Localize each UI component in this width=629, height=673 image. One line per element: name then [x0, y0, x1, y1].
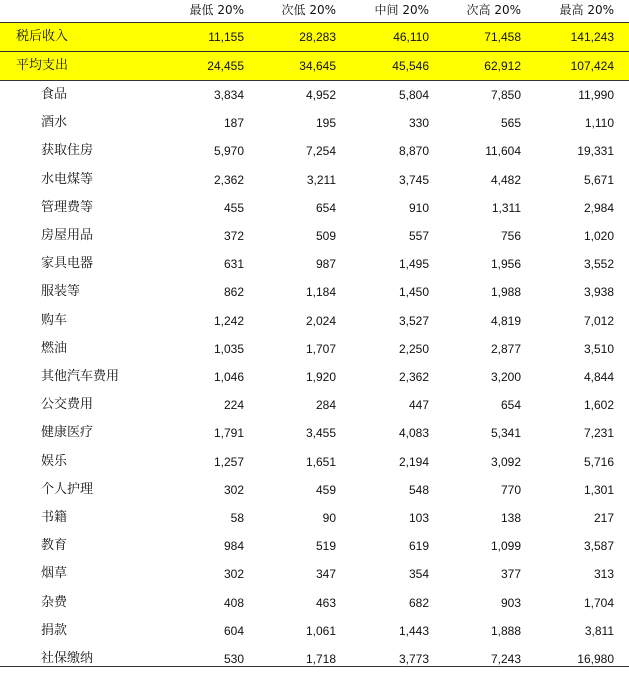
cell: 1,495	[398, 257, 429, 272]
table-bottom-rule	[0, 666, 629, 667]
cell: 1,450	[398, 285, 429, 300]
cell: 5,716	[583, 454, 614, 469]
table-row	[0, 335, 629, 363]
cell: 631	[223, 257, 244, 272]
table-row	[0, 109, 629, 137]
row-label: 捐款	[41, 622, 68, 638]
row-label: 获取住房	[41, 143, 94, 159]
cell: 3,811	[584, 623, 614, 638]
cell: 1,301	[583, 482, 614, 497]
cell: 354	[408, 567, 429, 582]
cell: 62,912	[484, 59, 521, 73]
cell: 330	[408, 116, 429, 131]
table-row	[0, 391, 629, 419]
table-row	[0, 532, 629, 560]
row-label: 家具电器	[41, 256, 94, 272]
cell: 1,257	[213, 454, 244, 469]
cell: 682	[408, 595, 429, 610]
table-row	[0, 194, 629, 222]
cell: 8,870	[398, 144, 429, 159]
highlight-row	[0, 52, 629, 80]
cell: 862	[223, 285, 244, 300]
row-label: 杂费	[41, 594, 68, 610]
cell: 530	[223, 652, 244, 666]
row-label: 个人护理	[41, 481, 94, 497]
cell: 1,602	[583, 398, 614, 413]
cell: 1,920	[305, 370, 336, 384]
header-cell: 中间 20%	[374, 3, 429, 17]
cell: 1,651	[305, 454, 336, 469]
cell: 2,362	[213, 172, 244, 187]
cell: 654	[315, 200, 336, 215]
row-label: 管理费等	[41, 199, 94, 215]
cell: 4,952	[305, 88, 336, 102]
cell: 7,850	[490, 88, 521, 102]
cell: 302	[223, 567, 244, 582]
cell: 217	[593, 511, 614, 525]
cell: 24,455	[207, 59, 244, 73]
cell: 187	[223, 116, 244, 131]
cell: 1,184	[305, 285, 336, 300]
cell: 11,604	[485, 144, 521, 159]
cell: 34,645	[299, 59, 336, 73]
cell: 1,988	[490, 285, 521, 300]
cell: 1,443	[398, 623, 429, 638]
table-row	[0, 504, 629, 532]
row-label: 酒水	[41, 115, 68, 131]
row-label: 社保缴纳	[41, 651, 94, 666]
row-label: 食品	[41, 87, 68, 102]
table-row	[0, 81, 629, 109]
cell: 519	[315, 539, 336, 554]
cell: 619	[408, 539, 429, 554]
cell: 1,707	[305, 341, 336, 356]
table-row	[0, 278, 629, 306]
row-label: 书籍	[41, 510, 68, 525]
cell: 90	[322, 511, 336, 525]
cell: 1,311	[491, 200, 521, 215]
cell: 1,099	[490, 539, 521, 554]
table-row	[0, 448, 629, 476]
cell: 984	[223, 539, 244, 554]
cell: 3,510	[583, 341, 614, 356]
header-cell: 次高 20%	[466, 3, 521, 17]
cell: 107,424	[570, 59, 614, 73]
cell: 459	[315, 482, 336, 497]
header-cell: 最高 20%	[559, 3, 614, 17]
cell: 903	[500, 595, 521, 610]
cell: 3,587	[583, 539, 614, 554]
header-cell: 最低 20%	[189, 3, 244, 17]
cell: 3,092	[490, 454, 521, 469]
cell: 7,231	[583, 426, 614, 441]
cell: 11,990	[578, 88, 614, 102]
cell: 408	[223, 595, 244, 610]
row-label: 公交费用	[41, 397, 94, 413]
cell: 28,283	[299, 30, 336, 44]
row-label: 健康医疗	[41, 425, 94, 441]
cell: 987	[315, 257, 336, 272]
cell: 2,877	[490, 341, 521, 356]
cell: 557	[408, 229, 429, 243]
cell: 4,083	[398, 426, 429, 441]
cell: 1,035	[213, 341, 244, 356]
table-row	[0, 166, 629, 194]
cell: 1,888	[490, 623, 521, 638]
cell: 1,046	[213, 370, 244, 384]
table-row	[0, 222, 629, 250]
cell: 4,482	[490, 172, 521, 187]
row-label: 教育	[41, 538, 68, 554]
cell: 46,110	[393, 30, 429, 44]
table-row	[0, 250, 629, 278]
table-row	[0, 476, 629, 504]
cell: 2,984	[583, 200, 614, 215]
cell: 16,980	[577, 652, 614, 666]
cell: 7,012	[583, 313, 614, 328]
row-label: 税后收入	[16, 29, 69, 44]
row-label: 平均支出	[16, 58, 69, 73]
cell: 1,704	[583, 595, 614, 610]
cell: 1,242	[213, 313, 244, 328]
row-label: 房屋用品	[41, 228, 94, 243]
cell: 5,970	[213, 144, 244, 159]
cell: 2,362	[398, 370, 429, 384]
cell: 19,331	[577, 144, 614, 159]
cell: 770	[500, 482, 521, 497]
table-row	[0, 307, 629, 335]
cell: 447	[408, 398, 429, 413]
cell: 455	[223, 200, 244, 215]
cell: 4,819	[490, 313, 521, 328]
header-row	[0, 0, 629, 20]
cell: 3,834	[213, 88, 244, 102]
cell: 910	[408, 200, 429, 215]
cell: 347	[315, 567, 336, 582]
row-label: 水电煤等	[41, 171, 94, 187]
row-label: 燃油	[41, 340, 68, 356]
cell: 5,341	[490, 426, 521, 441]
cell: 604	[223, 623, 244, 638]
cell: 7,254	[305, 144, 336, 159]
cell: 195	[315, 116, 336, 131]
table-row	[0, 560, 629, 588]
cell: 2,024	[305, 313, 336, 328]
cell: 372	[223, 229, 244, 243]
cell: 1,718	[305, 652, 336, 666]
cell: 377	[500, 567, 521, 582]
table-row	[0, 645, 629, 673]
cell: 7,243	[490, 652, 521, 666]
cell: 654	[500, 398, 521, 413]
cell: 3,773	[398, 652, 429, 666]
table-row	[0, 137, 629, 165]
cell: 2,250	[398, 341, 429, 356]
cell: 4,844	[583, 370, 614, 384]
cell: 1,956	[490, 257, 521, 272]
row-label: 娱乐	[41, 453, 68, 469]
cell: 5,671	[583, 172, 614, 187]
cell: 141,243	[570, 30, 614, 44]
cell: 2,194	[398, 454, 429, 469]
table-row	[0, 419, 629, 447]
cell: 509	[315, 229, 336, 243]
cell: 5,804	[398, 88, 429, 102]
cell: 1,020	[583, 229, 614, 243]
cell: 3,552	[583, 257, 614, 272]
cell: 224	[223, 398, 244, 413]
cell: 463	[315, 595, 336, 610]
cell: 45,546	[392, 59, 429, 73]
cell: 3,455	[305, 426, 336, 441]
cell: 3,211	[306, 172, 336, 187]
row-label: 烟草	[41, 566, 68, 582]
cell: 11,155	[208, 30, 244, 44]
cell: 3,938	[583, 285, 614, 300]
header-cell: 次低 20%	[281, 3, 336, 17]
row-label: 购车	[41, 312, 68, 328]
cell: 3,745	[398, 172, 429, 187]
table-row	[0, 363, 629, 391]
cell: 565	[500, 116, 521, 131]
row-label: 服装等	[41, 284, 81, 300]
cell: 3,527	[398, 313, 429, 328]
row-label: 其他汽车费用	[41, 369, 120, 384]
cell: 1,791	[213, 426, 244, 441]
cell: 756	[500, 229, 521, 243]
cell: 1,110	[584, 116, 614, 131]
cell: 313	[593, 567, 614, 582]
cell: 71,458	[484, 30, 521, 44]
cell: 1,061	[305, 623, 336, 638]
cell: 103	[408, 511, 429, 525]
cell: 138	[500, 511, 521, 525]
highlight-row	[0, 23, 629, 51]
table-row	[0, 617, 629, 645]
cell: 548	[408, 482, 429, 497]
cell: 284	[315, 398, 336, 413]
cell: 302	[223, 482, 244, 497]
cell: 3,200	[490, 370, 521, 384]
table-row	[0, 589, 629, 617]
cell: 58	[230, 511, 244, 525]
